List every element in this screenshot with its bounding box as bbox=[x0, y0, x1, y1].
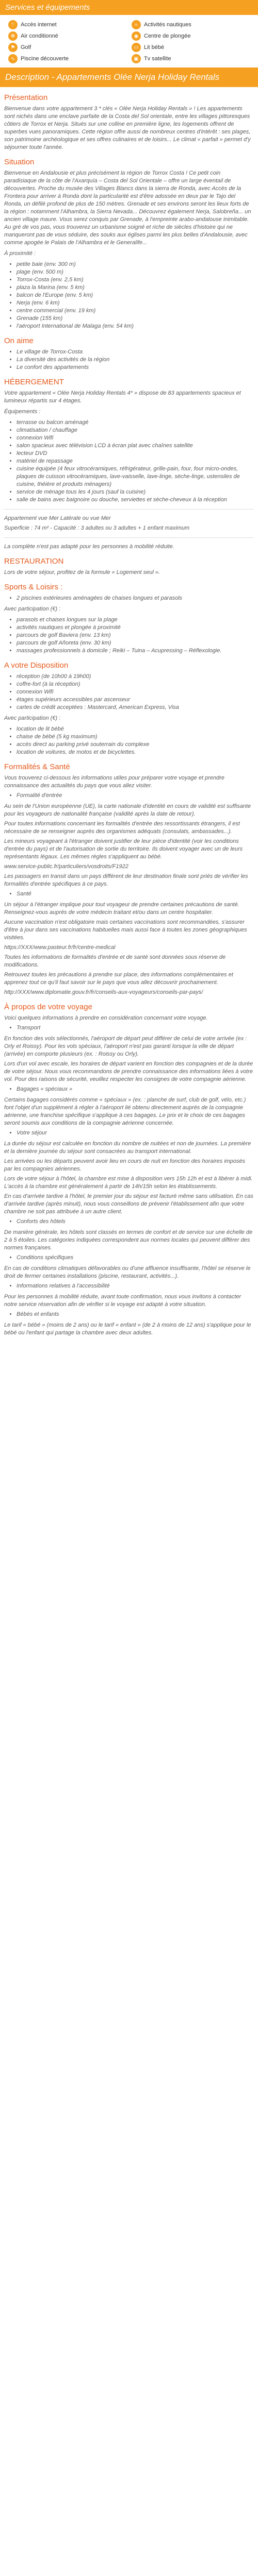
divider bbox=[4, 537, 254, 538]
propos-bullet bbox=[4, 1024, 254, 1032]
list-item: • Conforts des hôtels bbox=[17, 1218, 254, 1226]
apartment-view: Appartement vue Mer Latérale ou vue Mer bbox=[4, 515, 111, 521]
description-title: Description - Appartements Olée Nerja Holiday Rentals bbox=[5, 72, 220, 82]
formalites-intro: Vous trouverez ci-dessous les informations utiles pour préparer votre voyage et prendre connaissance des actualités du pays que vous allez visiter. bbox=[4, 775, 224, 789]
sante-p6: Un séjour à l'étranger implique pour tout voyageur de prendre certaines précautions de santé. Renseignez-vous auprès de votre médecin traitant et/ou dans un centre hospitalier. bbox=[4, 902, 239, 916]
restauration-title: RESTAURATION bbox=[4, 557, 64, 566]
situation-text: Bienvenue en Andalousie et plus précisément la région de Torrox Costa ! Ce petit coin paradisiaque de la côte de l'Axarquía – Costa del Sol Orientale – offre un large éventail de découvertes. Proche du musée des Villages Blancs dans la sierra de Ronda, avec Accès de la Frontera pour arriver à Ronda dont la particularité est d'être adossée en deux par le Tajo del Ronda, un défilé profond de plus de 150 mètres. Grenade et ses environs seront les lieux forts de la région : notamment l'Alhambra, la Sierra Nevada... Découvrez également Nerja, Salobreña... un ancien village maure. Vous serez conquis par Grenade, à l'empreinte arabo-andalouse inimitable. Au gré de vos pas, vous trouverez un urbanisme soigné et riche de siècles d'histoire qui ne manqueront pas de vous séduire, des souks aux églises parmi les plus belles d'Andalousie, avec comme apogée le Palais de l'Alhambra et le Generalife... bbox=[4, 170, 251, 246]
sante-p10: Retrouvez toutes les précautions à prendre sur place, des informations complémentaires et apprenez tout ce qu'il faut savoir sur le pays que vous allez découvrir prochainement. bbox=[4, 972, 233, 986]
list-item: • Grenade (155 km) bbox=[17, 315, 254, 323]
list-item: • Transport bbox=[17, 1024, 254, 1032]
disposition-list bbox=[4, 673, 254, 711]
list-item: • activités nautiques et plongée à proximité bbox=[17, 624, 254, 632]
pool-icon: ∿ bbox=[8, 54, 18, 63]
amenity-item: ⚑ Golf bbox=[8, 43, 126, 52]
list-item: • La diversité des activités de la région bbox=[17, 356, 254, 364]
list-item: • service de ménage tous les 4 jours (sauf la cuisine) bbox=[17, 488, 254, 496]
list-item: • accès direct au parking privé souterrain du complexe bbox=[17, 741, 254, 749]
list-item: • matériel de repassage bbox=[17, 457, 254, 465]
hebergement-title: HÉBERGEMENT bbox=[4, 378, 64, 386]
sports-paid-list bbox=[4, 616, 254, 655]
list-item: • Bébés et enfants bbox=[17, 1311, 254, 1318]
list-item: • chaise de bébé (5 kg maximum) bbox=[17, 733, 254, 741]
proximity-list bbox=[4, 261, 254, 330]
activity-icon: ≈ bbox=[132, 20, 141, 29]
divider bbox=[4, 509, 254, 510]
formalites-link[interactable]: www.service-public.fr/particuliers/vosdroits/F1922 bbox=[4, 863, 128, 870]
disposition-paid-label: Avec participation (€) : bbox=[4, 715, 61, 721]
situation-title: Situation bbox=[4, 158, 35, 166]
amenity-item: ▭ Lit bébé bbox=[132, 43, 250, 52]
on-aime-title: On aime bbox=[4, 336, 34, 345]
propos-t9: En cas de conditions climatiques défavorables ou d'une affluence insuffisante, l'hôtel se réserve le droit de fermer certaines installations (piscine, restaurant, activités...). bbox=[4, 1265, 251, 1279]
amenities-grid bbox=[4, 15, 254, 67]
list-item: • parasols et chaises longues sur la plage bbox=[17, 616, 254, 624]
list-item: • lecteur DVD bbox=[17, 450, 254, 457]
propos-bullet bbox=[4, 1254, 254, 1262]
list-item: • Torrox-Costa (env. 2,5 km) bbox=[17, 276, 254, 284]
proximity-label: À proximité : bbox=[4, 250, 36, 257]
list-item: • parcours de golf Añoreta (env. 30 km) bbox=[17, 639, 254, 647]
list-item: • salon spacieux avec télévision LCD à écran plat avec chaînes satellite bbox=[17, 442, 254, 450]
list-item: • réception (de 10h00 à 19h00) bbox=[17, 673, 254, 681]
propos-title: À propos de votre voyage bbox=[4, 1003, 92, 1011]
list-item: • coffre-fort (à la réception) bbox=[17, 681, 254, 688]
formalites-p2: Pour toutes informations concernant les formalités d'entrée des ressortissants étrangers, il est nécessaire de se renseigner auprès des organismes adéquats (consulats, ambassades...). bbox=[4, 821, 240, 835]
list-item: • petite baie (env. 300 m) bbox=[17, 261, 254, 268]
bed-icon: ▭ bbox=[132, 43, 141, 52]
wifi-icon: ⌔ bbox=[8, 20, 18, 29]
propos-intro: Voici quelques informations à prendre en considération concernant votre voyage. bbox=[4, 1015, 208, 1021]
propos-t5: Les arrivées ou les départs peuvent avoir lieu en cours de nuit en fonction des horaires imposés par les compagnies aériennes. bbox=[4, 1158, 246, 1172]
equipments-label: Équipements : bbox=[4, 409, 41, 415]
propos-bullet bbox=[4, 1086, 254, 1093]
list-item: • étages supérieurs accessibles par ascenseur bbox=[17, 696, 254, 704]
list-item: • plage (env. 500 m) bbox=[17, 268, 254, 276]
on-aime-list bbox=[4, 348, 254, 371]
propos-t8: De manière générale, les hôtels sont classés en termes de confort et de service sur une échelle de 2 à 5 étoiles. Les catégories indiquées correspondent aux normes locales qui peuvent différer des normes françaises. bbox=[4, 1229, 253, 1251]
list-item: • Conditions spécifiques bbox=[17, 1254, 254, 1262]
formalites-title: Formalités & Santé bbox=[4, 762, 70, 771]
list-item: • terrasse ou balcon aménagé bbox=[17, 419, 254, 427]
sante-bullet-list bbox=[4, 890, 254, 898]
list-item: • cartes de crédit acceptées : Mastercard, American Express, Visa bbox=[17, 704, 254, 711]
propos-t1: En fonction des vols sélectionnés, l'aéroport de départ peut différer de celui de votre arrivée (ex : Orly et Roissy). Pour les vols spéciaux, l'aéroport n'est pas garanti lorsque la ville de départ (arrivée) en comporte plusieurs (ex. : Roissy ou Orly). bbox=[4, 1036, 247, 1057]
snowflake-icon: ✻ bbox=[8, 31, 18, 41]
tv-icon: ▣ bbox=[132, 54, 141, 63]
golf-icon: ⚑ bbox=[8, 43, 18, 52]
list-item: • l'aéroport International de Malaga (env. 54 km) bbox=[17, 323, 254, 330]
restauration-text: Lors de votre séjour, profitez de la formule « Logement seul ». bbox=[4, 569, 160, 575]
propos-bullet bbox=[4, 1311, 254, 1318]
sports-list bbox=[4, 595, 254, 602]
propos-t10: Pour les personnes à mobilité réduite, avant toute confirmation, nous vous invitons à contacter notre service réservation afin de vérifier si le voyage est adapté à votre situation. bbox=[4, 1294, 241, 1308]
propos-t3: Certains bagages considérés comme « spéciaux » (ex. : planche de surf, club de golf, vélo, etc.) font l'objet d'un supplément à régler à l'aéroport lié obtenu directement auprès de la compagnie aérienne, une franchise spécifique s'applique à ces bagages. Le prix et le choix de ces bagages seront soumis aux conditions de la compagnie aérienne concernée. bbox=[4, 1097, 246, 1126]
propos-t4: La durée du séjour est calculée en fonction du nombre de nuitées et non de journées. La première et la dernière journée du séjour sont consacrées au transport international. bbox=[4, 1141, 251, 1155]
propos-t11: Le tarif « bébé » (moins de 2 ans) ou le tarif « enfant » (de 2 à moins de 12 ans) s'applique pour le bébé ou l'enfant qui partage la chambre avec deux adultes. bbox=[4, 1322, 251, 1336]
formalites-p3: Les mineurs voyageant à l'étranger doivent justifier de leur pièce d'identité (voir les conditions d'entrée du pays) et de l'autorisation de sortie du territoire. Ils doivent voyager avec un de leurs représentants légaux. Les mêmes règles s'appliquent au bébé. bbox=[4, 838, 243, 860]
description-header bbox=[0, 67, 258, 87]
list-item: • Nerja (env. 6 km) bbox=[17, 299, 254, 307]
propos-t7: En cas d'arrivée tardive à l'hôtel, le premier jour du séjour est facturé même sans utilisation. En cas d'arrivée tardive (après minuit), nous vous conseillons de prévenir l'établissement afin que votre chambre ne soit pas attribuée à un autre client. bbox=[4, 1193, 253, 1215]
propos-bullet bbox=[4, 1129, 254, 1137]
list-item: • Formalité d'entrée bbox=[17, 792, 254, 800]
propos-bullet bbox=[4, 1282, 254, 1290]
sante-link[interactable]: https://XXX/www.pasteur.fr/fr/centre-medical bbox=[4, 944, 116, 951]
list-item: • Votre séjour bbox=[17, 1129, 254, 1137]
accessibility-note: La complète n'est pas adapté pour les personnes à mobilité réduite. bbox=[4, 544, 174, 550]
list-item: • climatisation / chauffage bbox=[17, 427, 254, 434]
formalites-bullet-list bbox=[4, 792, 254, 800]
list-item: • Le village de Torrox-Costa bbox=[17, 348, 254, 356]
list-item: • connexion Wifi bbox=[17, 434, 254, 442]
propos-bullet bbox=[4, 1218, 254, 1226]
presentation-text: Bienvenue dans votre appartement 3 * clés « Olée Nerja Holiday Rentals » ! Les appartements sont nichés dans une enclave parfaite de la Costa del Sol orientale, entre les villages pittoresques côtiers de Torrox et Nerja. Situés sur une colline en première ligne, les logements offrent de superbes vues panoramiques. Cette région offre aussi de nombreux centres d'intérêt : ses plages, son patrimoine archéologique et ses offres culinaires et de loisirs... Le climat « parfait » permet d'y séjourner toute l'année. bbox=[4, 106, 251, 150]
hebergement-text: Votre appartement « Olée Nerja Holiday Rentals 4* » dispose de 83 appartements spacieux et lumineux répartis sur 4 étages. bbox=[4, 390, 241, 404]
propos-t2: Lors d'un vol avec escale, les horaires de départ varient en fonction des compagnies et de la durée de votre séjour. Nous vous recommandons de prendre connaissance des informations liées à votre vol. Pour des raisons de sécurité, veuillez respecter les consignes de votre compagnie aérienne. bbox=[4, 1061, 253, 1082]
list-item: • location de voitures, de motos et de bicyclettes. bbox=[17, 749, 254, 756]
sante-p9: Toutes les informations de formalités d'entrée et de santé sont données sous réserve de modifications. bbox=[4, 954, 226, 968]
services-header bbox=[0, 0, 258, 15]
formalites-p5: Les passagers en transit dans un pays différent de leur destination finale sont priés de vérifier les formalités d'entrée spécifiques à ce pays. bbox=[4, 873, 248, 887]
presentation-title: Présentation bbox=[4, 93, 48, 102]
services-title: Services et équipements bbox=[5, 3, 90, 12]
amenity-item: ✻ Air conditionné bbox=[8, 31, 126, 41]
amenity-item: ≈ Activités nautiques bbox=[132, 20, 250, 29]
formalites-p1: Au sein de l'Union européenne (UE), la carte nationale d'identité en cours de validité est suffisante pour les voyageurs de nationalité française (validité après la date de retour). bbox=[4, 803, 251, 817]
list-item: • Bagages « spéciaux » bbox=[17, 1086, 254, 1093]
list-item: • Informations relatives à l'accessibilité bbox=[17, 1282, 254, 1290]
sports-title: Sports & Loisirs : bbox=[4, 583, 63, 591]
disposition-title: A votre Disposition bbox=[4, 661, 69, 670]
shopping-icon: ◉ bbox=[132, 31, 141, 41]
amenity-item: ⌔ Accès internet bbox=[8, 20, 126, 29]
list-item: • centre commercial (env. 19 km) bbox=[17, 307, 254, 315]
propos-t6: Lors de votre séjour à l'hôtel, la chambre est mise à disposition vers 15h 12h et est à libérer à midi. L'accès à la chambre est généralement à partir de 14h/15h selon les établissements. bbox=[4, 1176, 253, 1190]
list-item: • Le confort des appartements bbox=[17, 364, 254, 371]
list-item: • plaza la Marina (env. 5 km) bbox=[17, 284, 254, 292]
sante-link-2[interactable]: http://XXX/www.diplomatie.gouv.fr/fr/conseils-aux-voyageurs/conseils-par-pays/ bbox=[4, 989, 203, 995]
sante-p7: Aucune vaccination n'est obligatoire mais certaines vaccinations sont recommandées, s'assurer d'être à jour dans ses vaccinations habituelles mais aussi face à toutes les zones géographiques visitées. bbox=[4, 919, 247, 941]
list-item: • balcon de l'Europe (env. 5 km) bbox=[17, 292, 254, 299]
sports-paid-label: Avec participation (€) : bbox=[4, 606, 61, 612]
equipments-list bbox=[4, 419, 254, 504]
amenity-item: ◉ Centre de plongée bbox=[132, 31, 250, 41]
amenity-item: ▣ Tv satellite bbox=[132, 54, 250, 63]
list-item: • location de lit bébé bbox=[17, 725, 254, 733]
list-item: • connexion Wifi bbox=[17, 688, 254, 696]
list-item: • cuisine équipée (4 feux vitrocéramiques, réfrigérateur, grille-pain, four, four micro-ondes, plaques de cuisson vitrocéramiques, lave-vaisselle, lave-linge, sèche-linge, ustensiles de cuisine, théière et produits ménagers) bbox=[17, 465, 254, 488]
amenity-item: ∿ Piscine découverte bbox=[8, 54, 126, 63]
list-item: • salle de bains avec baignoire ou douche, serviettes et sèche-cheveux à la réception bbox=[17, 496, 254, 504]
list-item: • Santé bbox=[17, 890, 254, 898]
list-item: • massages professionnels à domicile ; Reiki – Tuina – Acupressing – Réflexologie. bbox=[17, 647, 254, 655]
list-item: • parcours de golf Baviera (env. 13 km) bbox=[17, 632, 254, 639]
apartment-surface: Superficie : 74 m² - Capacité : 3 adultes ou 3 adultes + 1 enfant maximum bbox=[4, 525, 190, 531]
list-item: • 2 piscines extérieures aménagées de chaises longues et parasols bbox=[17, 595, 254, 602]
disposition-paid-list bbox=[4, 725, 254, 756]
